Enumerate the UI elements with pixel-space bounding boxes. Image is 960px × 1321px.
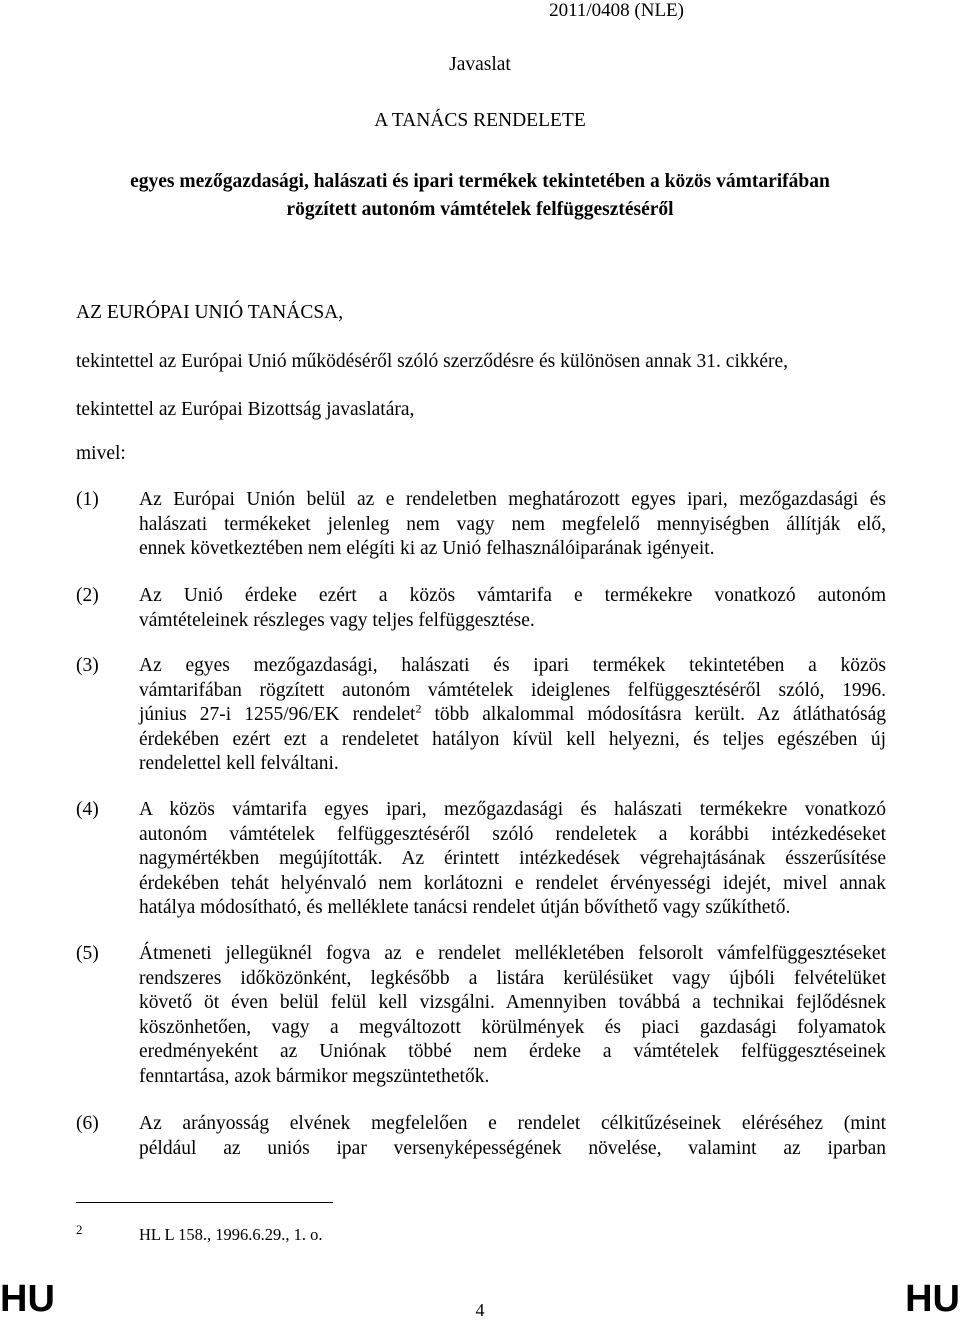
- footnote-reference: 2: [415, 701, 422, 716]
- page-number: 4: [475, 1300, 485, 1320]
- footnote-number: 2: [76, 1222, 83, 1237]
- recital-2: [76, 584, 886, 633]
- whereas-label: mivel:: [76, 443, 126, 464]
- recital-line: halászati termékeket jelenleg nem vagy nem megfelelő mennyiségben állítják elő,: [139, 513, 886, 535]
- footnote-separator: [76, 1202, 333, 1203]
- citation-treaty: tekintettel az Európai Unió működéséről szóló szerződésre és különösen annak 31. cikkére,: [76, 351, 789, 372]
- recital-number: (4): [76, 799, 99, 820]
- subject-title: [0, 168, 960, 224]
- recital-line: vámtarifában rögzített autonóm vámtételek ideiglenes felfüggesztéséről szóló, 1996.: [139, 679, 886, 701]
- recital-line: érdekében ezért ezt a rendeletet hatályon kívül kell helyezni, és teljes egészében új: [139, 728, 886, 750]
- recital-number: (6): [76, 1113, 99, 1134]
- recital-line: autonóm vámtételek felfüggesztéséről szóló rendeletek a korábbi intézkedéseket: [139, 823, 886, 845]
- recital-line: vámtételeinek részleges vagy teljes felfüggesztése.: [139, 609, 535, 631]
- recital-number: (2): [76, 585, 99, 606]
- recital-line: rendelettel kell felváltani.: [139, 753, 339, 775]
- recital-line-continuation: több alkalommal módosításra került. Az átláthatóság: [434, 704, 886, 726]
- recital-line: követő öt éven belül felül kell vizsgálni. Amennyiben továbbá a technikai fejlődésnek: [139, 992, 886, 1014]
- recital-line: például az uniós ipar versenyképességének növelése, valamint az iparban: [139, 1137, 886, 1159]
- recital-line: ennek következtében nem elégíti ki az Unió felhasználóiparának igényeit.: [139, 538, 715, 560]
- recital-line: Az egyes mezőgazdasági, halászati és ipari termékek tekintetében a közös: [139, 655, 886, 676]
- recital-line: érdekében tehát helyénvaló nem korlátozni e rendelet érvényességi idejét, mivel annak: [139, 872, 886, 894]
- subject-line-1: egyes mezőgazdasági, halászati és ipari termékek tekintetében a közös vámtarifában: [130, 171, 830, 192]
- recital-line: Átmeneti jellegüknél fogva az e rendelet mellékletében felsorolt vámfelfüggesztéseket: [139, 943, 886, 964]
- recital-line-with-footnote: [139, 703, 886, 728]
- recital-line: Az arányosság elvének megfelelően e rendelet célkitűzéseinek eléréséhez (mint: [139, 1113, 886, 1134]
- recital-3: [76, 654, 886, 777]
- recital-line: Az Unió érdeke ezért a közös vámtarifa e termékekre vonatkozó autonóm: [139, 585, 886, 606]
- act-title: A TANÁCS RENDELETE: [374, 110, 586, 131]
- subject-line-2: rögzített autonóm vámtételek felfüggesztéséről: [286, 199, 674, 220]
- recital-4: [76, 798, 886, 921]
- citation-commission: tekintettel az Európai Bizottság javaslatára,: [76, 399, 415, 420]
- language-code-left: HU: [0, 1278, 55, 1320]
- recital-number: (5): [76, 943, 99, 964]
- recital-line: hatálya módosítható, és melléklete tanácsi rendelet útján bővíthető vagy szűkíthető.: [139, 897, 791, 919]
- recital-line: A közös vámtarifa egyes ipari, mezőgazdasági és halászati termékekre vonatkozó: [139, 799, 886, 820]
- recital-line: nagymértékben megújították. Az érintett intézkedések végrehajtásának ésszerűsítése: [139, 848, 886, 870]
- proposal-label: Javaslat: [449, 54, 511, 75]
- recital-number: (3): [76, 655, 99, 676]
- institution-heading: AZ EURÓPAI UNIÓ TANÁCSA,: [76, 302, 344, 323]
- regulation-reference: június 27-i 1255/96/EK rendelet: [139, 704, 416, 726]
- recital-1: [76, 488, 886, 562]
- recital-line: Az Európai Unión belül az e rendeletben meghatározott egyes ipari, mezőgazdasági és: [139, 489, 886, 510]
- recital-number: (1): [76, 489, 99, 510]
- recital-line: rendszeres időközönként, legkésőbb a listára kerülésüket vagy újbóli felvételüket: [139, 967, 886, 989]
- recital-line: fenntartása, azok bármikor megszüntethetők.: [139, 1065, 490, 1087]
- recital-line: köszönhetően, vagy a megváltozott körülmények és piaci gazdasági folyamatok: [139, 1016, 886, 1038]
- recital-5: [76, 942, 886, 1090]
- language-code-right: HU: [905, 1278, 960, 1320]
- document-reference: 2011/0408 (NLE): [549, 0, 684, 21]
- footnote-text: HL L 158., 1996.6.29., 1. o.: [139, 1225, 323, 1244]
- recital-6: [76, 1112, 886, 1161]
- recital-line: eredményeként az Uniónak többé nem érdeke a vámtételek felfüggesztéseinek: [139, 1041, 886, 1063]
